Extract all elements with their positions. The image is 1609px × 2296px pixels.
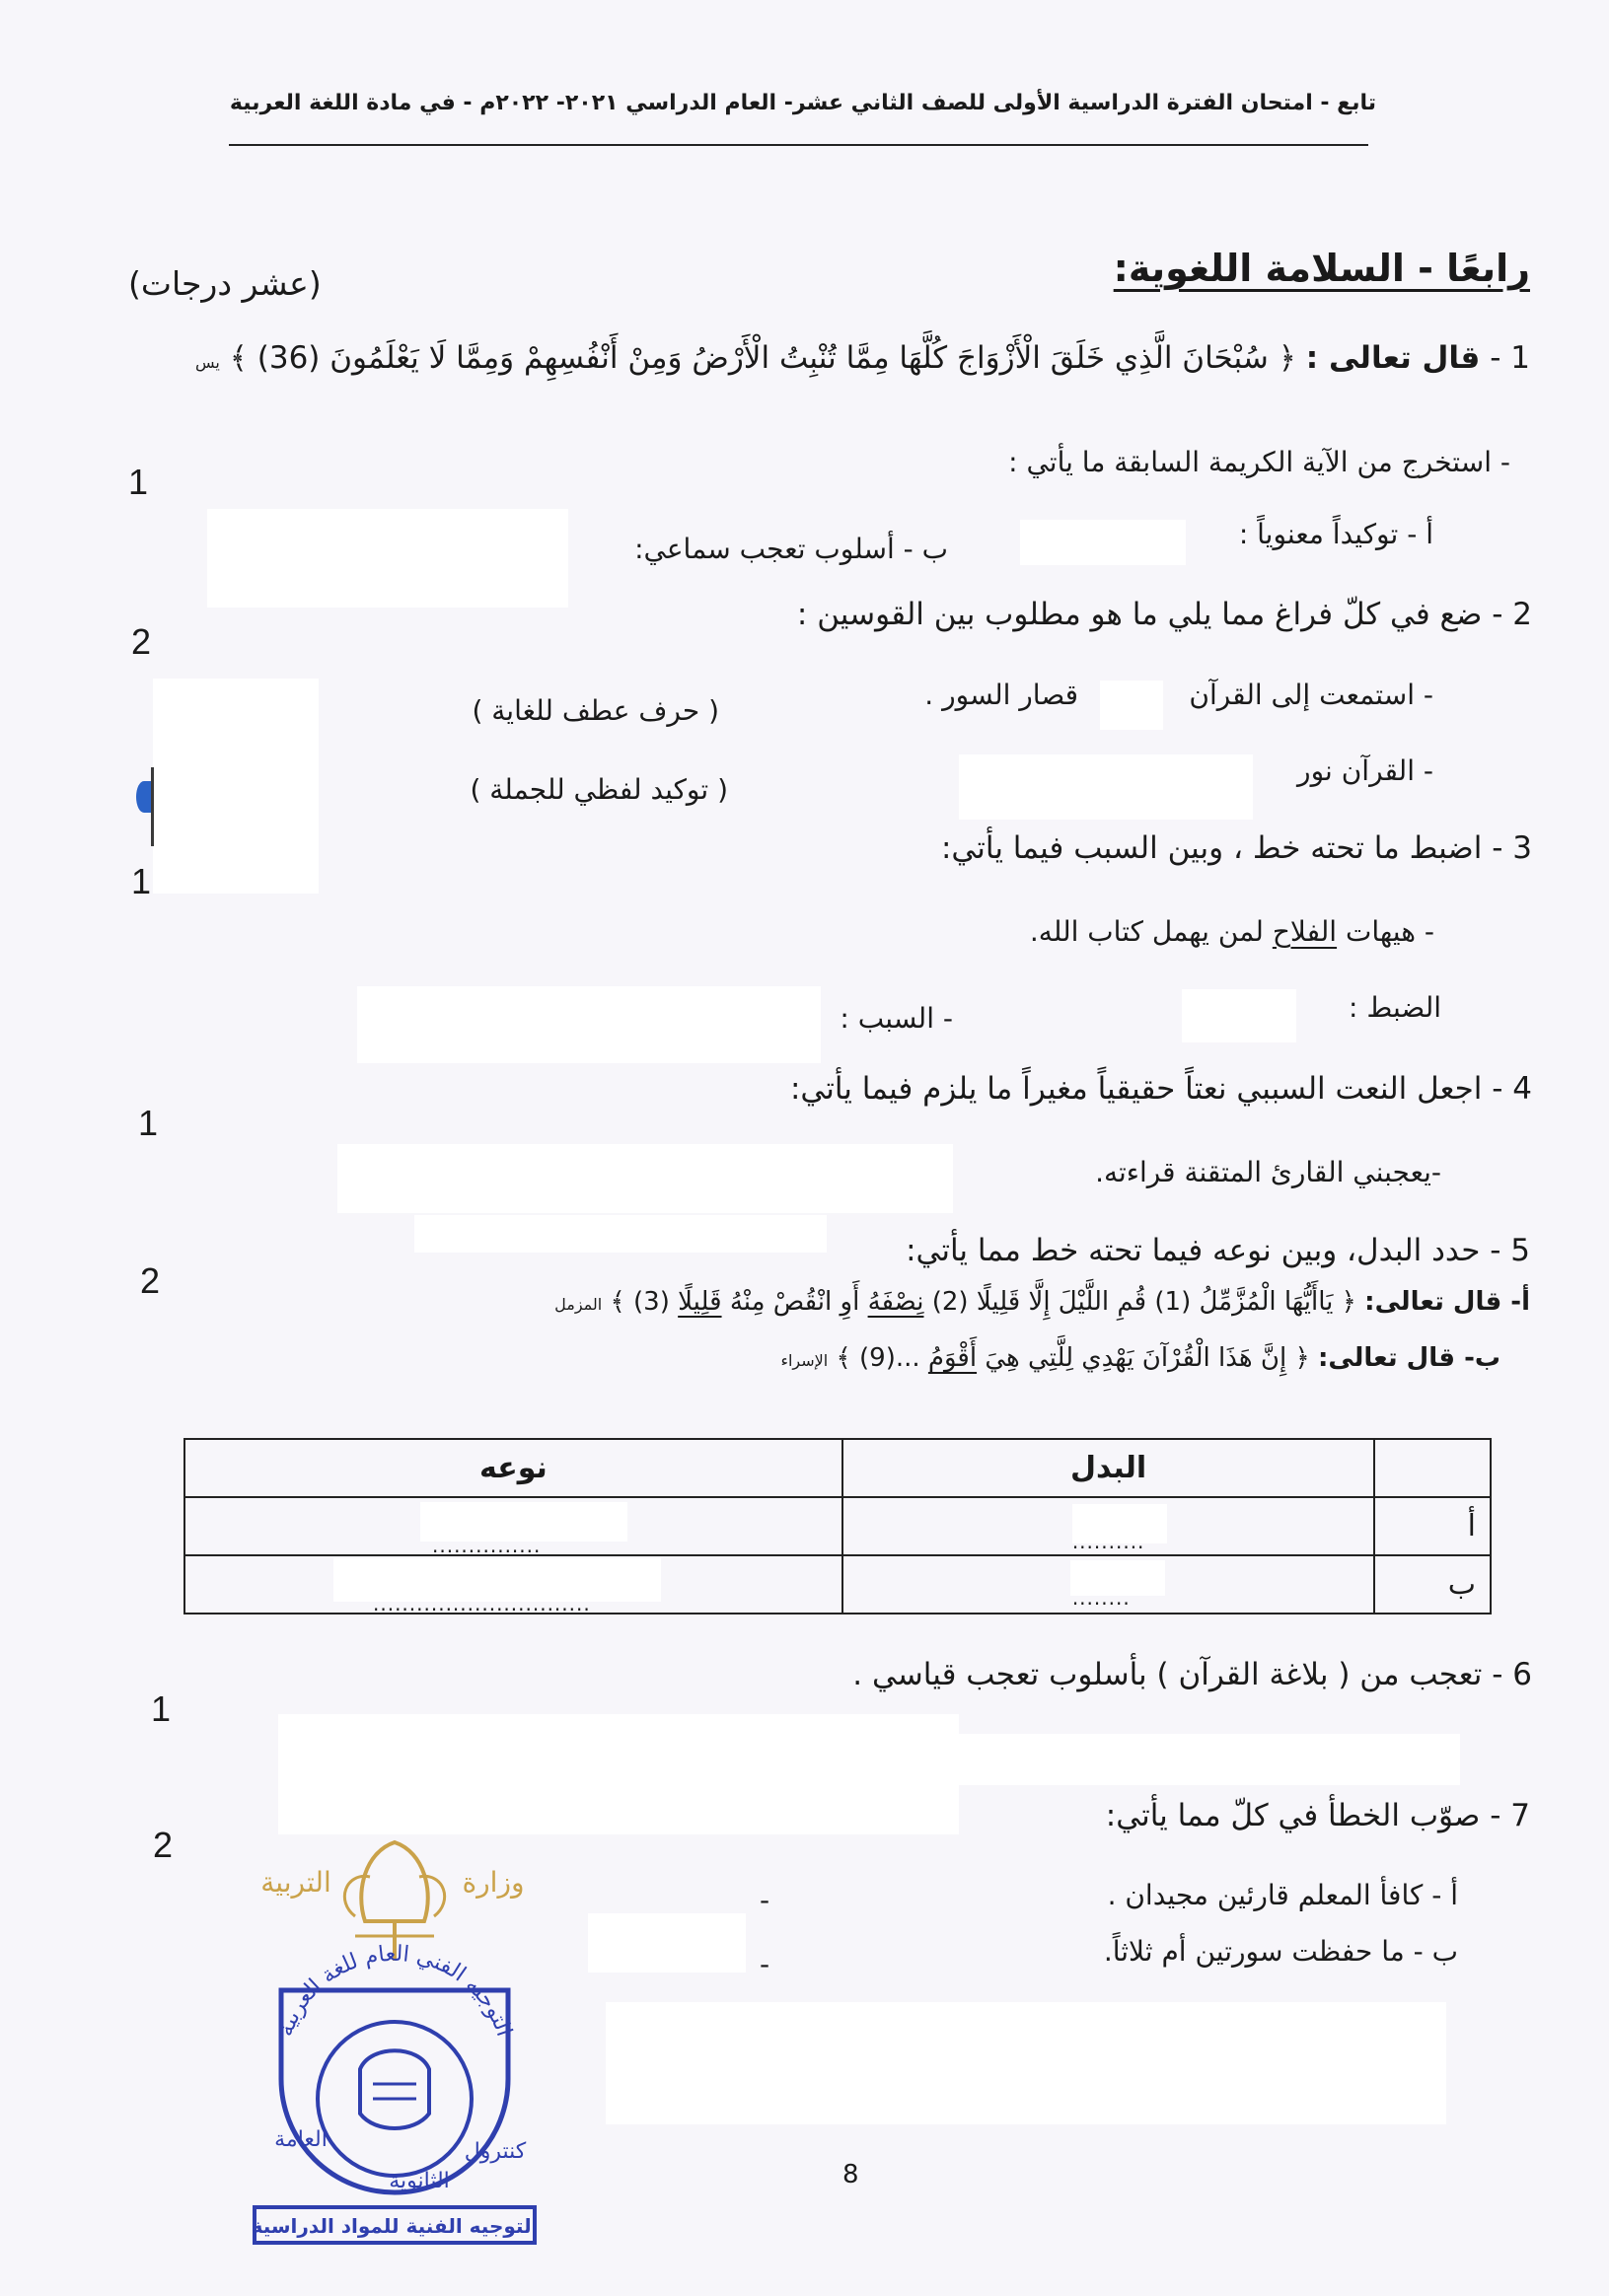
stamp-inner-1: كنترول bbox=[464, 2139, 527, 2164]
row-b-label: ب bbox=[1374, 1555, 1491, 1614]
q5-b-verse-1: ﴿ إِنَّ هَذَا الْقُرْآنَ يَهْدِي لِلَّتِي هِيَ bbox=[985, 1343, 1310, 1373]
q3-sentence-b: لمن يهمل كتاب الله. bbox=[1029, 915, 1264, 948]
q7-a: أ - كافأ المعلم قارئين مجيدان . bbox=[1107, 1879, 1458, 1911]
q5-b-verse-2: ...(9) ﴾ bbox=[836, 1343, 920, 1373]
page-number: 8 bbox=[842, 2160, 859, 2189]
pen-mark bbox=[136, 781, 152, 813]
q5-mark: 2 bbox=[140, 1260, 161, 1301]
row-a-badal-cell[interactable] bbox=[842, 1497, 1375, 1555]
q4-sentence: -يعجبني القارئ المتقنة قراءته. bbox=[1095, 1156, 1441, 1188]
q1-a-answer[interactable] bbox=[1020, 520, 1186, 565]
row-b-badal-cell[interactable] bbox=[842, 1555, 1375, 1614]
row-b-type-cell[interactable] bbox=[184, 1555, 842, 1614]
table-row bbox=[184, 1555, 1491, 1614]
stamp-top-arc-2: التربية bbox=[260, 1866, 331, 1899]
row-b-type-dots: .............................. bbox=[373, 1592, 591, 1615]
q1-mark: 1 bbox=[128, 462, 149, 502]
col-badal-header: البدل bbox=[842, 1439, 1375, 1497]
q3-sabab-answer[interactable] bbox=[357, 986, 821, 1063]
q1-surah: يس bbox=[195, 353, 220, 372]
q3-dabt-answer[interactable] bbox=[1182, 989, 1296, 1042]
q2-margin-blank bbox=[153, 679, 319, 894]
col-label-header bbox=[1374, 1439, 1491, 1497]
exam-header: تابع - امتحان الفترة الدراسية الأولى للصف الثاني عشر- العام الدراسي ٢٠٢١- ٢٠٢٢م - في مادة اللغة العربية bbox=[229, 91, 1376, 115]
q5-text: 5 - حدد البدل، وبين نوعه فيما تحته خط مما يأتي: bbox=[906, 1233, 1530, 1268]
row-b-badal-dots: ........ bbox=[1071, 1586, 1131, 1610]
q1-label: 1 - bbox=[1490, 340, 1530, 376]
q7-a-dash: - bbox=[760, 1884, 770, 1916]
pen-line bbox=[151, 767, 154, 846]
q5-b-line bbox=[780, 1343, 1500, 1373]
q2-mark: 2 bbox=[131, 621, 152, 662]
stamp-top-arc-1: وزارة bbox=[462, 1866, 525, 1899]
q1-verse: ﴿ سُبْحَانَ الَّذِي خَلَقَ الْأَزْوَاجَ كُلَّهَا مِمَّا تُنْبِتُ الْأَرْضُ وَمِنْ أَنْفُسِهِمْ وَمِمَّا لَا يَعْلَمُونَ (36) ﴾ bbox=[229, 340, 1296, 376]
row-a-type-cell[interactable] bbox=[184, 1497, 842, 1555]
q2-line1-end: قصار السور . bbox=[924, 679, 1078, 711]
stamp-inner-2: الثانوية bbox=[389, 2169, 450, 2193]
q5-a-verse-2: أَوِ انْقُصْ مِنْهُ bbox=[729, 1287, 860, 1317]
q5-a-surah: المزمل bbox=[554, 1295, 603, 1314]
table-header-row bbox=[184, 1439, 1491, 1497]
q2-text: 2 - ضع في كلّ فراغ مما يلي ما هو مطلوب بين القوسين : bbox=[796, 597, 1532, 632]
q4-text: 4 - اجعل النعت السببي نعتاً حقيقياً مغيراً ما يلزم فيما يأتي: bbox=[789, 1071, 1532, 1107]
q4-answer[interactable] bbox=[337, 1144, 953, 1213]
q3-sentence bbox=[1030, 915, 1434, 948]
q2-line1-hint: ( حرف عطف للغاية ) bbox=[472, 694, 719, 727]
q5-b-verse-u: أَقْوَمُ bbox=[927, 1343, 978, 1373]
q7-b-dash: - bbox=[760, 1948, 770, 1980]
official-stamp bbox=[247, 1832, 543, 2247]
q1-b-answer[interactable] bbox=[207, 509, 568, 608]
q3-sentence-a: - هيهات bbox=[1345, 915, 1434, 948]
q5-a-verse-u2: قَلِيلًا bbox=[678, 1287, 722, 1317]
q7-a-answer[interactable] bbox=[588, 1913, 746, 1973]
q5-a-verse-u1: نِصْفَهُ bbox=[867, 1287, 924, 1317]
section-title: رابعًا - السلامة اللغوية: bbox=[1113, 247, 1530, 290]
q6-text: 6 - تعجب من ( بلاغة القرآن ) بأسلوب تعجب قياسي . bbox=[852, 1657, 1532, 1692]
header-rule bbox=[229, 144, 1368, 146]
table-row bbox=[184, 1497, 1491, 1555]
q3-underlined: الفلاح bbox=[1272, 915, 1338, 948]
stamp-bottom: التوجيه الفنية للمواد الدراسية bbox=[251, 2214, 539, 2238]
q3-text: 3 - اضبط ما تحته خط ، وبين السبب فيما يأتي: bbox=[940, 830, 1532, 866]
q3-dabt-label: الضبط : bbox=[1349, 991, 1441, 1024]
q6-answer[interactable] bbox=[278, 1714, 959, 1834]
q5-a-verse-1: ﴿ يَاأَيُّهَا الْمُزَّمِّلُ (1) قُمِ اللَّيْلَ إِلَّا قَلِيلًا (2) bbox=[931, 1287, 1356, 1317]
q4-mark: 1 bbox=[138, 1103, 159, 1143]
q5-a-label: أ- قال تعالى: bbox=[1364, 1287, 1530, 1317]
q1-b: ب - أسلوب تعجب سماعي: bbox=[634, 533, 948, 565]
badal-table bbox=[183, 1438, 1492, 1614]
q6-mark: 1 bbox=[151, 1688, 172, 1729]
q2-line2-answer[interactable] bbox=[959, 754, 1253, 820]
q5-a-verse-3: (3) ﴾ bbox=[610, 1287, 670, 1317]
q5-b-surah: الإسراء bbox=[780, 1351, 829, 1370]
row-a-badal-dots: .......... bbox=[1071, 1530, 1145, 1553]
q7-b: ب - ما حفظت سورتين أم ثلاثاً. bbox=[1103, 1935, 1458, 1968]
stamp-ring-text: التوجيه الفني العام للغة العربية bbox=[272, 1941, 517, 2040]
q2-line1-answer[interactable] bbox=[1100, 681, 1163, 730]
q3-sabab-label: - السبب : bbox=[840, 1002, 953, 1035]
q1-a: أ - توكيداً معنوياً : bbox=[1238, 518, 1433, 550]
row-a-label: أ bbox=[1374, 1497, 1491, 1555]
q2-line2-start: - القرآن نور bbox=[1297, 754, 1433, 787]
row-a-type-dots: ............... bbox=[432, 1534, 542, 1557]
q5-a-line bbox=[554, 1287, 1530, 1317]
q3-mark: 1 bbox=[131, 861, 152, 901]
stamp-inner-3: العامة bbox=[274, 2127, 328, 2152]
q1-verse-line bbox=[195, 340, 1530, 376]
q4-answer-extra bbox=[414, 1215, 827, 1253]
q2-line1-start: - استمعت إلى القرآن bbox=[1189, 679, 1433, 711]
q1-intro: قال تعالى : bbox=[1305, 340, 1481, 376]
q2-line2-hint: ( توكيد لفظي للجملة ) bbox=[470, 773, 728, 806]
q7-b-answer[interactable] bbox=[606, 2002, 1446, 2124]
q6-answer-right bbox=[959, 1734, 1460, 1785]
q7-text: 7 - صوّب الخطأ في كلّ مما يأتي: bbox=[1105, 1798, 1530, 1833]
col-type-header: نوعه bbox=[184, 1439, 842, 1497]
q5-b-label: ب- قال تعالى: bbox=[1317, 1343, 1500, 1373]
q7-mark: 2 bbox=[153, 1825, 174, 1865]
section-grade: (عشر درجات) bbox=[128, 264, 322, 303]
q1-instruction: - استخرج من الآية الكريمة السابقة ما يأتي : bbox=[1008, 446, 1510, 478]
